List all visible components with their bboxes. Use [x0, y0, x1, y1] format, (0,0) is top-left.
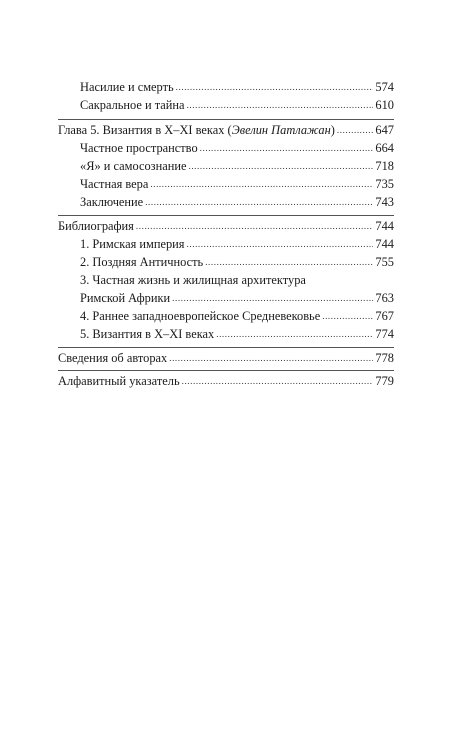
dot-leader: [205, 253, 373, 271]
toc-entry-self-awareness[interactable]: [80, 157, 394, 175]
toc-entry-late-antiquity[interactable]: [80, 253, 394, 271]
toc-entry-about-authors[interactable]: [58, 349, 394, 367]
dot-leader: [322, 307, 373, 325]
toc-entry-page: 744: [375, 219, 394, 233]
section-divider: [58, 119, 394, 120]
toc-entry-title: Библиография: [58, 219, 134, 233]
dot-leader: [145, 193, 373, 211]
toc-entry-early-middle-ages[interactable]: [80, 307, 394, 325]
toc-entry-private-space[interactable]: [80, 139, 394, 157]
toc-entry-title: Заключение: [80, 195, 144, 209]
dot-leader: [187, 235, 374, 253]
toc-entry-page: 718: [375, 159, 394, 173]
dot-leader: [188, 157, 373, 175]
toc-entry-title: 4. Раннее западноевропейское Средневековье: [80, 309, 321, 323]
toc-entry-page: 574: [375, 80, 394, 94]
toc-entry-page: 664: [375, 141, 394, 155]
dot-leader: [150, 175, 373, 193]
toc-entry-page: 774: [375, 327, 394, 341]
toc-entry-page: 755: [375, 255, 394, 269]
toc-entry-page: 744: [375, 237, 394, 251]
toc-entry-page: 647: [375, 123, 394, 137]
toc-entry-index[interactable]: [58, 372, 394, 390]
dot-leader: [169, 349, 373, 367]
dot-leader: [172, 289, 373, 307]
dot-leader: [187, 96, 374, 114]
toc-entry-page: 743: [375, 195, 394, 209]
toc-entry-bibliography[interactable]: [58, 217, 394, 235]
toc-entry-title: 1. Римская империя: [80, 237, 185, 251]
toc-entry-title: Частная вера: [80, 177, 149, 191]
dot-leader: [176, 78, 374, 96]
toc-entry-title: Сведения об авторах: [58, 351, 168, 365]
toc-entry-page: 778: [375, 351, 394, 365]
toc-entry-sacred-mystery[interactable]: [80, 96, 394, 114]
dot-leader: [136, 217, 374, 235]
section-divider: [58, 370, 394, 371]
toc-entry-private-faith[interactable]: [80, 175, 394, 193]
toc-entry-title: Частное пространство: [80, 141, 198, 155]
dot-leader: [182, 372, 374, 390]
section-divider: [58, 215, 394, 216]
toc-entry-title: 5. Византия в X–XI веках: [80, 327, 215, 341]
toc-entry-page: 763: [375, 291, 394, 305]
toc-entry-title: Насилие и смерть: [80, 80, 174, 94]
section-divider: [58, 347, 394, 348]
chapter-author: Эвелин Патлажан: [231, 123, 331, 137]
dot-leader: [200, 139, 374, 157]
toc-entry-title: Сакральное и тайна: [80, 98, 185, 112]
toc-entry-title: «Я» и самосознание: [80, 159, 187, 173]
toc-entry-page: 779: [375, 374, 394, 388]
toc-entry-title: Римской Африки: [80, 291, 171, 305]
toc-entry-violence-death[interactable]: [80, 78, 394, 96]
toc-entry-conclusion[interactable]: [80, 193, 394, 211]
toc-entry-roman-africa[interactable]: [80, 289, 394, 307]
dot-leader: [216, 325, 373, 343]
toc-entry-roman-empire[interactable]: [80, 235, 394, 253]
toc-entry-title: Алфавитный указатель: [58, 374, 180, 388]
toc-entry-title: Глава 5. Византия в X–XI веках (Эвелин Патлажан): [58, 123, 335, 137]
toc-entry-title: 2. Поздняя Античность: [80, 255, 204, 269]
dot-leader: [337, 121, 374, 139]
toc-entry-page: 767: [375, 309, 394, 323]
toc-entry-byzantium[interactable]: [80, 325, 394, 343]
toc-entry-page: 610: [375, 98, 394, 112]
toc-entry-private-life-title-line[interactable]: 3. Частная жизнь и жилищная архитектура: [80, 273, 306, 287]
toc-entry-chapter-5[interactable]: [58, 121, 394, 139]
toc-entry-page: 735: [375, 177, 394, 191]
